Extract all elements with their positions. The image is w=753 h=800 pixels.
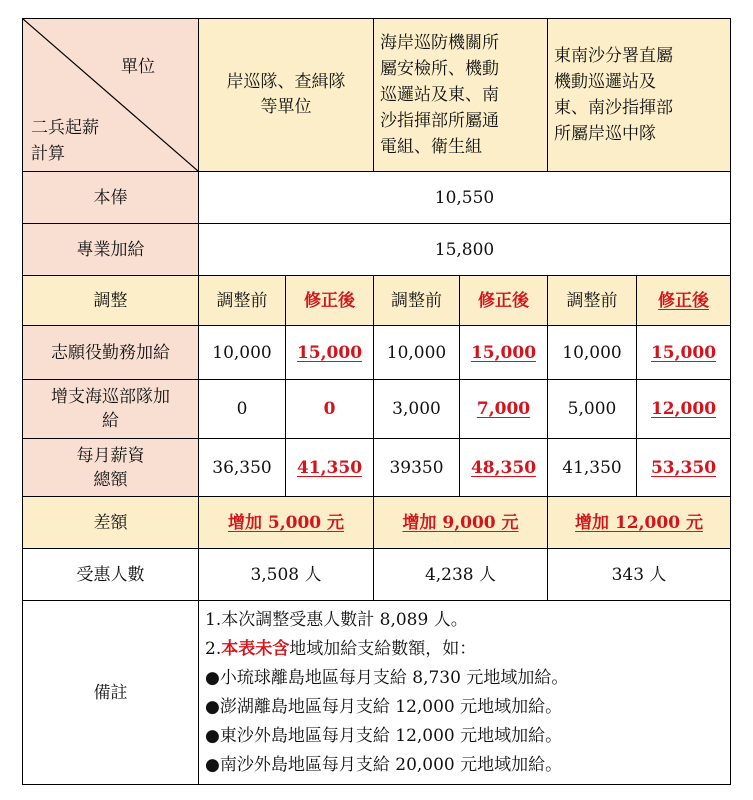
bullet-icon: ● — [205, 725, 220, 746]
beneficiaries-value: 343 人 — [548, 549, 731, 601]
before-header: 調整前 — [548, 276, 637, 326]
value-after: 41,350 — [286, 439, 374, 497]
professional-pay-value: 15,800 — [199, 224, 731, 276]
difference-row — [23, 497, 731, 549]
salary-adjustment-table — [22, 18, 731, 785]
value-before: 10,000 — [548, 326, 637, 380]
adjustment-row — [23, 276, 731, 326]
remark-line-2: 2.本表未含地域加給支給數額，如： — [205, 638, 477, 659]
difference-value: 增加 9,000 元 — [374, 497, 548, 549]
value-before: 5,000 — [548, 380, 637, 439]
before-header: 調整前 — [199, 276, 286, 326]
calc-label-line2: 計算 — [31, 144, 65, 164]
calc-label-line1: 二兵起薪 — [31, 118, 99, 138]
remarks-row — [23, 601, 731, 785]
after-header: 修正後 — [637, 276, 731, 326]
remark-bullet-item: ●小琉球離島地區每月支給 8,730 元地域加給。 — [205, 667, 569, 688]
difference-value: 增加 5,000 元 — [199, 497, 374, 549]
professional-pay-label: 專業加給 — [23, 224, 199, 276]
bullet-icon: ● — [205, 667, 220, 688]
value-before: 36,350 — [199, 439, 286, 497]
patrol-extra-label: 增支海巡部隊加 給 — [23, 380, 199, 439]
volunteer-duty-row — [23, 326, 731, 380]
remarks-content — [199, 601, 731, 785]
value-after: 48,350 — [460, 439, 548, 497]
bullet-icon: ● — [205, 754, 220, 775]
value-before: 10,000 — [374, 326, 460, 380]
value-after: 15,000 — [637, 326, 731, 380]
value-before: 39350 — [374, 439, 460, 497]
patrol-extra-row — [23, 380, 731, 439]
beneficiaries-row — [23, 549, 731, 601]
before-header: 調整前 — [374, 276, 460, 326]
base-pay-value: 10,550 — [199, 172, 731, 224]
remark-bullet-item: ●南沙外島地區每月支給 20,000 元地域加給。 — [205, 754, 563, 775]
after-header: 修正後 — [286, 276, 374, 326]
base-pay-label: 本俸 — [23, 172, 199, 224]
value-before: 3,000 — [374, 380, 460, 439]
monthly-total-row — [23, 439, 731, 497]
value-before: 0 — [199, 380, 286, 439]
column-header-dongsha-nansha: 東南沙分署直屬 機動巡邏站及 東、南沙指揮部 所屬岸巡中隊 — [548, 19, 731, 172]
remark-highlight: 本表未含 — [221, 638, 290, 659]
remarks-label: 備註 — [23, 601, 199, 785]
value-before: 41,350 — [548, 439, 637, 497]
value-after: 7,000 — [460, 380, 548, 439]
column-header-coast-patrol: 岸巡隊、查緝隊 等單位 — [199, 19, 374, 172]
beneficiaries-label: 受惠人數 — [23, 549, 199, 601]
after-header: 修正後 — [460, 276, 548, 326]
difference-value: 增加 12,000 元 — [548, 497, 731, 549]
bullet-icon: ● — [205, 696, 220, 717]
corner-header-cell — [23, 19, 199, 172]
value-after: 12,000 — [637, 380, 731, 439]
unit-label: 單位 — [121, 57, 155, 77]
adjustment-label: 調整 — [23, 276, 199, 326]
value-after: 15,000 — [460, 326, 548, 380]
value-after: 53,350 — [637, 439, 731, 497]
remark-bullet-item: ●東沙外島地區每月支給 12,000 元地域加給。 — [205, 725, 563, 746]
beneficiaries-value: 3,508 人 — [199, 549, 374, 601]
value-after: 0 — [286, 380, 374, 439]
difference-label: 差額 — [23, 497, 199, 549]
value-before: 10,000 — [199, 326, 286, 380]
monthly-total-label: 每月薪資 總額 — [23, 439, 199, 497]
value-after: 15,000 — [286, 326, 374, 380]
calc-label — [31, 115, 99, 167]
remark-line-1: 1.本次調整受惠人數計 8,089 人。 — [205, 609, 468, 630]
volunteer-duty-label: 志願役勤務加給 — [23, 326, 199, 380]
remark-bullet-item: ●澎湖離島地區每月支給 12,000 元地域加給。 — [205, 696, 563, 717]
beneficiaries-value: 4,238 人 — [374, 549, 548, 601]
column-header-inspection-stations: 海岸巡防機關所 屬安檢所、機動 巡邏站及東、南 沙指揮部所屬通 電組、衛生組 — [374, 19, 548, 172]
